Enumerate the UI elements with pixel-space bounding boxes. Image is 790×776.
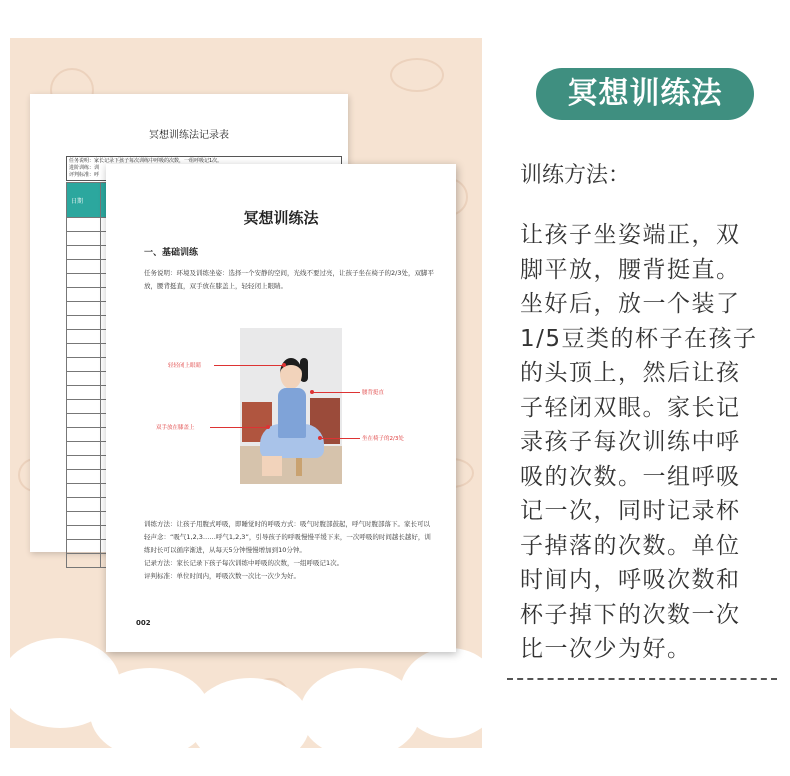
section-heading: 一、基础训练 xyxy=(144,248,199,258)
annotation-eyes: 轻轻闭上眼睛 xyxy=(168,363,202,369)
annotation-line xyxy=(320,438,360,439)
annotation-back: 腰背挺直 xyxy=(362,390,385,396)
annotation-dot xyxy=(318,436,322,440)
title-badge: 冥想训练法 xyxy=(536,68,754,120)
child-sitting-photo xyxy=(240,328,342,484)
record-sheet-title: 冥想训练法记录表 xyxy=(149,130,229,141)
annotation-dot xyxy=(266,425,270,429)
body-paragraph: 评判标准：单位时间内，呼吸次数一次比一次少为好。 xyxy=(144,572,300,580)
document-title: 冥想训练法 xyxy=(243,209,319,227)
legs-shape xyxy=(262,456,282,476)
method-description: 让孩子坐姿端正，双脚平放，腰背挺直。坐好后，放一个装了1/5豆类的杯子在孩子的头顶上，然后让孩子轻闭双眼。家长记录孩子每次训练中呼吸的次数。一组呼吸记一次，同时记录杯子掉落的次数。单位时间内，呼吸次数和杯子掉下的次数一次比一次少为好。 xyxy=(520,222,758,662)
body-paragraph: 训练方法：让孩子用腹式呼吸，即睡觉时的呼吸方式：吸气时腹部鼓起，呼气时腹部落下。家长可以轻声念：“吸气1,2,3……呼气1,2,3”，引导孩子的呼吸慢慢平缓下来，一次呼吸的时间越长越好，训练时长可以循序渐进，从每天5分钟慢慢增加到10分钟。 xyxy=(144,520,431,554)
annotation-line xyxy=(214,365,284,366)
meditation-document xyxy=(106,164,456,652)
annotation-line xyxy=(210,427,268,428)
annotation-line xyxy=(312,392,360,393)
cloud-decoration xyxy=(400,648,500,738)
dress-shape xyxy=(278,388,306,438)
annotation-dot xyxy=(282,363,286,367)
annotation-dot xyxy=(310,390,314,394)
annotation-hands: 双手放在膝盖上 xyxy=(156,425,195,431)
body-paragraph: 记录方法：家长记录下孩子每次训练中呼吸的次数，一组呼吸记1次。 xyxy=(144,559,344,567)
dashed-divider xyxy=(507,678,777,680)
info-line: 进阶训练：训 xyxy=(69,165,100,171)
task-description: 任务说明：环境及训练坐姿：选择一个安静的空间，光线不要过亮，让孩子坐在椅子的2/3处，双脚平放，腰背挺直，双手放在膝盖上，轻轻闭上眼睛。 xyxy=(144,269,434,290)
info-line: 评判标准：呼 xyxy=(69,172,100,178)
page-number: 002 xyxy=(136,619,151,627)
annotation-seat: 坐在椅子的2/3处 xyxy=(362,436,404,442)
cloud-decoration xyxy=(190,678,310,768)
method-label: 训练方法： xyxy=(520,163,631,188)
info-line: 任务说明：家长记录下孩子每次训练中呼吸的次数，一组呼吸记1次。 xyxy=(69,158,223,164)
date-column-header: 日期 xyxy=(67,183,101,218)
doodle-decoration xyxy=(390,58,444,92)
document-body xyxy=(144,518,436,583)
